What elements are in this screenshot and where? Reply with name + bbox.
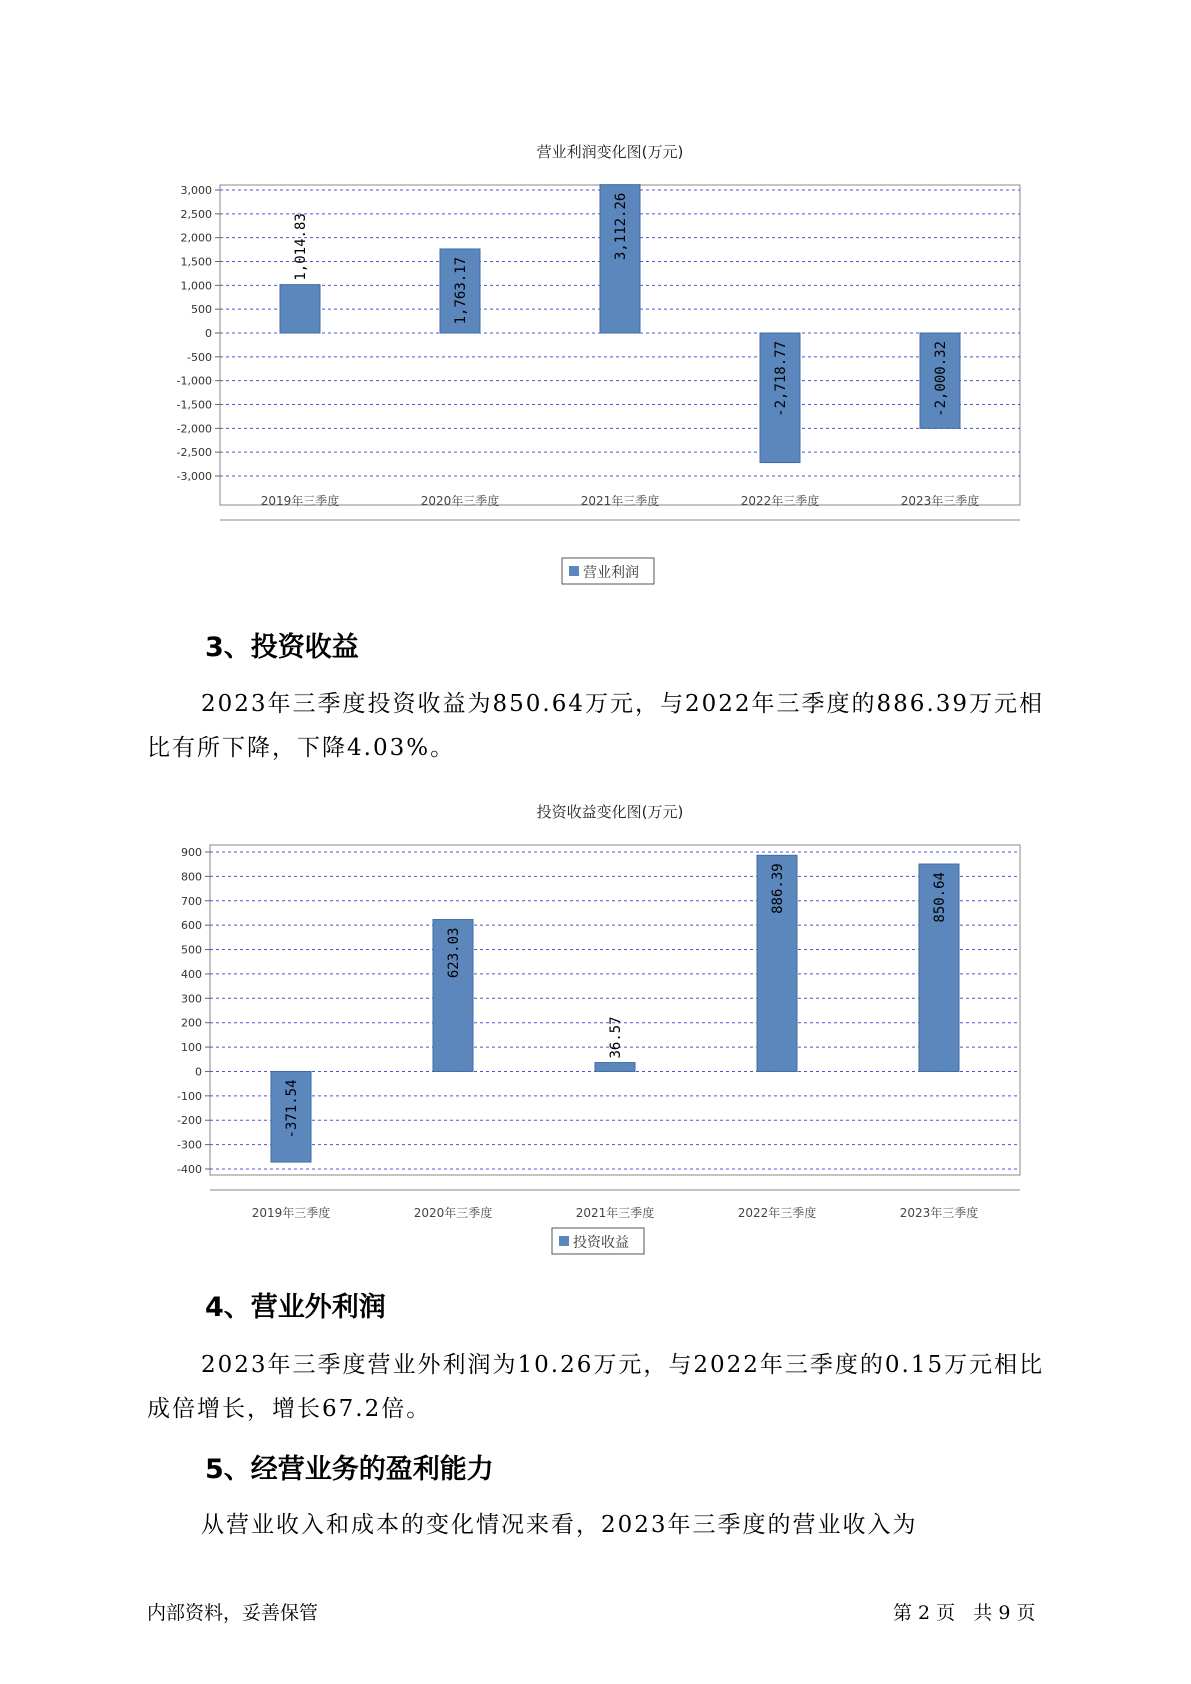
bar [280,285,320,333]
section5-heading: 5、经营业务的盈利能力 [205,1454,494,1485]
y-tick-label: 0 [195,1065,202,1079]
x-tick-label: 2019年三季度 [260,494,340,508]
y-tick-label: 2,500 [180,207,212,221]
y-tick-label: 400 [181,967,202,981]
y-tick-label: 0 [205,327,212,340]
chart-title: 营业利润变化图(万元) [536,143,684,161]
y-tick-label: 3,000 [180,184,212,197]
plot-area [210,845,1020,1175]
x-tick-label: 2023年三季度 [899,1206,979,1220]
data-label: 36.57 [608,1016,624,1059]
y-tick-label: 700 [181,894,202,908]
data-label: 3,112.26 [613,192,629,261]
x-tick-label: 2019年三季度 [251,1206,331,1220]
section3-paragraph: 2023年三季度投资收益为850.64万元，与2022年三季度的886.39万元相比有所下降，下降4.03%。 [147,691,1045,761]
data-label: 850.64 [932,872,948,923]
data-label: 1,763.17 [453,256,469,325]
data-label: -2,718.77 [773,341,789,417]
y-tick-label: 100 [181,1041,202,1055]
section5-paragraph: 从营业收入和成本的变化情况来看，2023年三季度的营业收入为 [201,1512,918,1538]
data-label: 623.03 [446,927,462,979]
chart-title: 投资收益变化图(万元) [536,803,684,821]
legend-label: 营业利润 [583,565,639,581]
y-tick-label: 1,500 [180,255,212,269]
section4-heading: 4、营业外利润 [205,1292,386,1323]
y-tick-label: 300 [181,992,202,1006]
x-tick-label: 2020年三季度 [420,494,500,508]
y-tick-label: -500 [187,350,212,364]
operating-profit-chart [160,130,1040,600]
x-tick-label: 2021年三季度 [580,494,660,508]
footer-left: 内部资料，妥善保管 [147,1602,319,1624]
x-tick-label: 2021年三季度 [575,1206,655,1220]
y-tick-label: -100 [177,1089,202,1103]
section4-paragraph: 2023年三季度营业外利润为10.26万元，与2022年三季度的0.15万元相比成倍增长，增长67.2倍。 [147,1352,1045,1422]
y-tick-label: -1,000 [176,374,212,388]
y-tick-label: 600 [181,919,202,933]
x-tick-label: 2020年三季度 [413,1206,493,1220]
y-axis-ticks [177,184,220,483]
y-axis-ticks [177,846,210,1176]
y-tick-label: 200 [181,1016,202,1030]
bar [595,1063,635,1072]
y-tick-label: 2,000 [180,231,212,245]
legend [552,1228,644,1254]
x-tick-label: 2023年三季度 [900,494,980,508]
operating-profit-chart-svg [160,130,1040,600]
y-tick-label: 1,000 [180,279,212,293]
section3-heading: 3、投资收益 [205,632,359,663]
data-label: 1,014.83 [293,213,309,281]
y-tick-label: -1,500 [176,398,212,412]
x-tick-label: 2022年三季度 [737,1206,817,1220]
y-tick-label: 500 [191,303,212,317]
legend [562,558,654,584]
investment-income-chart-svg [160,790,1040,1260]
y-tick-label: -300 [177,1138,202,1152]
y-tick-label: -200 [177,1114,202,1128]
legend-swatch [559,1236,569,1246]
y-tick-label: -2,500 [176,446,212,460]
data-label: -2,000.32 [933,341,949,417]
y-tick-label: -2,000 [176,422,212,436]
data-label: -371.54 [284,1079,300,1139]
legend-swatch [569,566,579,576]
y-tick-label: -3,000 [176,470,212,483]
data-label: 886.39 [770,863,786,914]
y-tick-label: 500 [181,943,202,957]
y-tick-label: -400 [177,1163,202,1176]
y-tick-label: 800 [181,870,202,884]
footer-page-number: 第 2 页 共 9 页 [893,1602,1036,1624]
x-axis-ticks [252,1205,979,1220]
investment-income-chart [160,790,1040,1260]
legend-label: 投资收益 [573,1235,629,1251]
y-tick-label: 900 [181,846,202,859]
x-tick-label: 2022年三季度 [740,494,820,508]
